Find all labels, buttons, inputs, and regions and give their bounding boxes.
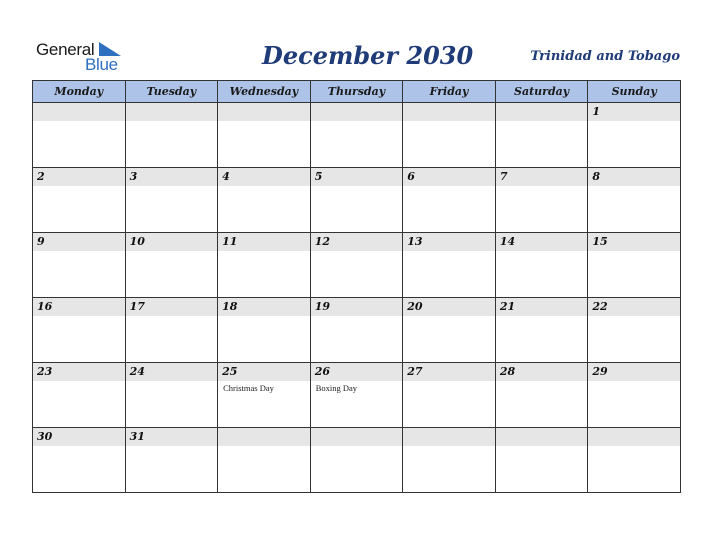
day-number: 22 — [592, 300, 608, 313]
day-cell — [125, 363, 218, 428]
empty-day-cell — [310, 103, 403, 168]
day-number: 25 — [222, 365, 238, 378]
day-cell — [403, 363, 496, 428]
weekday-header: Wednesday — [218, 81, 311, 103]
day-cell — [33, 233, 126, 298]
day-cell — [33, 428, 126, 493]
day-number: 12 — [314, 235, 330, 248]
weekday-header: Friday — [403, 81, 496, 103]
day-number: 21 — [499, 300, 516, 313]
day-number: 1 — [592, 105, 601, 118]
day-cell — [588, 233, 681, 298]
day-cell — [495, 363, 588, 428]
weekday-header: Monday — [33, 81, 126, 103]
day-cell — [495, 168, 588, 233]
day-cell — [495, 233, 588, 298]
week-row — [33, 103, 681, 168]
day-number: 14 — [499, 235, 516, 248]
day-cell — [33, 298, 126, 363]
day-number: 31 — [129, 430, 145, 443]
day-cell — [33, 363, 126, 428]
week-row — [33, 233, 681, 298]
day-number: 4 — [222, 170, 230, 183]
weekday-header: Sunday — [588, 81, 681, 103]
day-cell — [33, 168, 126, 233]
day-cell — [588, 363, 681, 428]
day-number-band — [126, 103, 218, 121]
day-cell — [218, 363, 311, 428]
day-cell — [125, 233, 218, 298]
day-number: 18 — [222, 300, 238, 313]
day-number: 23 — [37, 365, 53, 378]
day-number: 11 — [222, 235, 238, 248]
day-number: 28 — [499, 365, 516, 378]
empty-day-cell — [495, 103, 588, 168]
week-row — [33, 298, 681, 363]
day-cell — [495, 298, 588, 363]
day-number-band — [588, 428, 680, 446]
day-cell — [310, 363, 403, 428]
day-cell — [310, 298, 403, 363]
day-number-band — [403, 168, 495, 186]
weekday-header: Tuesday — [125, 81, 218, 103]
day-number-band — [33, 168, 125, 186]
day-cell — [125, 298, 218, 363]
day-number-band — [33, 233, 125, 251]
logo-general-text: General — [36, 40, 95, 59]
day-number: 19 — [314, 300, 330, 313]
day-cell — [588, 298, 681, 363]
week-row — [33, 363, 681, 428]
empty-day-cell — [403, 103, 496, 168]
day-number-band — [588, 103, 680, 121]
day-cell — [218, 298, 311, 363]
week-row — [33, 428, 681, 493]
day-number-band — [311, 428, 403, 446]
logo-triangle-icon — [99, 42, 121, 56]
day-number-band — [496, 103, 588, 121]
day-cell — [588, 168, 681, 233]
page-title: December 2030 — [262, 41, 474, 70]
empty-day-cell — [33, 103, 126, 168]
day-cell — [218, 233, 311, 298]
day-cell — [403, 233, 496, 298]
day-cell — [218, 168, 311, 233]
day-number-band — [218, 103, 310, 121]
empty-day-cell — [495, 428, 588, 493]
day-number-band — [496, 168, 588, 186]
country-name: Trinidad and Tobago — [530, 49, 680, 64]
day-number-band — [33, 103, 125, 121]
day-number-band — [311, 168, 403, 186]
day-number-band — [496, 428, 588, 446]
day-number: 15 — [592, 235, 608, 248]
day-number: 2 — [37, 170, 45, 183]
day-number: 24 — [129, 365, 145, 378]
day-cell — [310, 233, 403, 298]
empty-day-cell — [310, 428, 403, 493]
day-number: 3 — [129, 170, 138, 183]
day-number: 30 — [37, 430, 53, 443]
weekday-header-row — [33, 81, 681, 103]
day-cell — [125, 168, 218, 233]
day-number-band — [311, 103, 403, 121]
holiday-label: Christmas Day — [223, 383, 274, 393]
day-number: 10 — [129, 235, 145, 248]
day-number-band — [126, 168, 218, 186]
empty-day-cell — [125, 103, 218, 168]
day-number: 27 — [407, 365, 423, 378]
calendar-grid — [32, 80, 681, 493]
day-number: 13 — [407, 235, 423, 248]
day-cell — [403, 168, 496, 233]
day-number-band — [218, 428, 310, 446]
holiday-label: Boxing Day — [315, 383, 358, 393]
empty-day-cell — [403, 428, 496, 493]
day-number-band — [403, 428, 495, 446]
day-number: 9 — [37, 235, 45, 248]
day-number: 8 — [592, 170, 601, 183]
day-number-band — [218, 168, 310, 186]
weekday-header: Saturday — [495, 81, 588, 103]
day-number: 26 — [314, 365, 330, 378]
day-number-band — [403, 103, 495, 121]
day-number: 6 — [407, 170, 415, 183]
day-cell — [125, 428, 218, 493]
week-row — [33, 168, 681, 233]
empty-day-cell — [588, 428, 681, 493]
day-number: 17 — [129, 300, 145, 313]
day-number: 7 — [499, 170, 508, 183]
day-number: 5 — [314, 170, 323, 183]
logo — [36, 40, 128, 74]
day-number: 29 — [592, 365, 608, 378]
day-cell — [403, 298, 496, 363]
day-cell — [310, 168, 403, 233]
empty-day-cell — [218, 428, 311, 493]
weekday-header: Thursday — [310, 81, 403, 103]
empty-day-cell — [218, 103, 311, 168]
day-number: 16 — [37, 300, 53, 313]
day-number-band — [588, 168, 680, 186]
day-number: 20 — [407, 300, 423, 313]
day-cell — [588, 103, 681, 168]
logo-blue-text: Blue — [85, 55, 118, 74]
